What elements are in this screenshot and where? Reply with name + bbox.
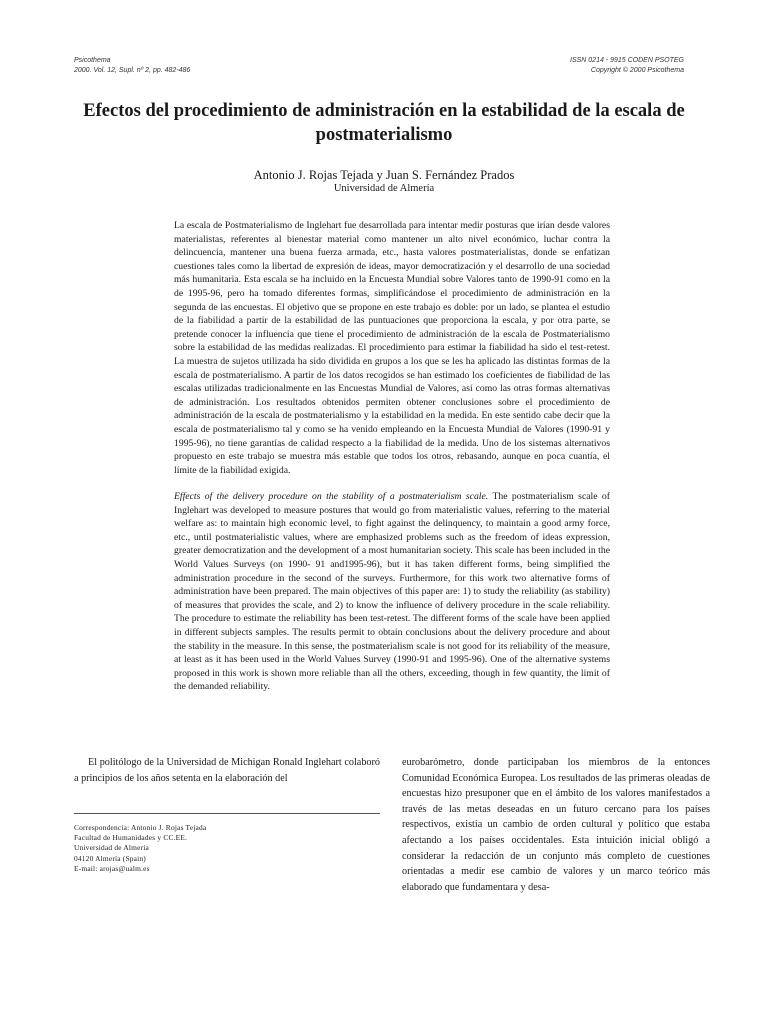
- correspondence-university: Universidad de Almería: [74, 843, 150, 853]
- copyright-line: Copyright © 2000 Psicothema: [590, 67, 684, 74]
- journal-header: [74, 56, 190, 76]
- journal-volume: 2000. Vol. 12, Supl. nº 2, pp. 482-486: [74, 67, 191, 74]
- correspondence-email: E-mail: arojas@ualm.es: [74, 863, 150, 873]
- body-column-left: El politólogo de la Universidad de Michigan Ronald Inglehart colaboró a principios de los años setenta en la elaboración del: [74, 757, 380, 784]
- journal-codes: [570, 56, 684, 76]
- correspondence-author: Correspondencia: Antonio J. Rojas Tejada: [74, 823, 207, 832]
- abstract-english-title: Effects of the delivery procedure on the stability of a postmaterialism scale.: [174, 491, 489, 502]
- correspondence-faculty: Facultad de Humanidades y CC.EE.: [74, 833, 188, 843]
- footnote-divider: [74, 813, 380, 814]
- abstract-spanish: La escala de Postmaterialismo de Inglehart fue desarrollada para intentar medir posturas que irían desde valores materialistas, referentes al bienestar material como mantener un alto nivel económico, luchar contra la delincuencia, mantener una buena fuerza armada, etc., hasta valores postmaterialistas, donde se enfatizan cuestiones tales como la libertad de expresión de ideas, mayor democratización y el desarrollo de una sociedad más humanitaria. Esta escala se ha incluido en la Encuesta Mundial sobre Valores tanto de 1990-91 como en la de 1995-96, pero ha tomado diferentes formas, simplificándose el procedimiento de administración en la segunda de las encuestas. El objetivo que se propone en este trabajo es doble: por un lado, se plantea el estudio de la fiabilidad a partir de la estabilidad de las puntuaciones que proporciona la escala, y por otra parte, se pretende conocer la influencia que tiene el procedimiento de administración de la escala de Postmaterialismo sobre la estabilidad de las medidas realizadas. El procedimiento para estimar la fiabilidad ha sido el test-retest. La muestra de sujetos utilizada ha sido dividida en grupos a los que se les ha aplicado las distintas formas de la escala de postmaterialismo. A partir de los datos recogidos se han estimado los coeficientes de fiabilidad de las escalas utilizadas tradicionalmente en las Encuestas Mundial de Valores, así como las otras formas alternativas de administración. Los resultados obtenidos permiten obtener conclusiones sobre el procedimiento de administración de la escala de postmaterialismo y la estabilidad en la medida. En este sentido cabe decir que la escala de postmaterialismo tal y como se ha venido empleando en la Encuesta Mundial de Valores (1990-91 y 1995-96), no tiene garantías de calidad respecto a la fiabilidad de la medida. Uno de los sistemas alternativos propuesto en este trabajo se muestra más estable que todos los otros, rebasando, aunque en poca cuantía, el límite de la fiabilidad exigida.: [174, 220, 610, 476]
- correspondence-note: [74, 823, 380, 874]
- author-list: Antonio J. Rojas Tejada y Juan S. Fernández Prados: [253, 168, 515, 182]
- abstract-english: [174, 490, 610, 694]
- abstract-english-body: The postmaterialism scale of Inglehart was developed to measure postures that would go from materialistic values, referring to the material welfare as: to maintain high economic level, to fight against the delinquency, to maintain a good army force, etc., until postmaterialistic values, where are emphasized problems such as the freedom of ideas expression, greater democratization and the development of a most humanitarian society. This scale has been included in the World Values Surveys (on 1990- 91 and1995-96), but it has taken different forms, being simplified the administration procedure in the second of the surveys. Furthermore, for this work two alternative forms of administration have been prepared. The main objectives of this paper are: 1) to study the reliability (as stability) of measures that provides the scale, and 2) to know the influence of delivery procedure in the scale reliability. The procedure to estimate the reliability has been test-retest. The different forms of the scale have been applied in different subjects samples. The results permit to obtain conclusions about the delivery procedure and about the stability in the measure. In this sense, the postmaterialism scale is not good for its reliability of the measure, at least as it has been used in the World Values Survey (1990-91 and 1995-96). One of the alternative systems proposed in this work is shown more reliable than all the others, exceeding, though in few quantity, the limit of the demanded reliability.: [174, 491, 611, 693]
- journal-name: Psicothema: [74, 57, 111, 64]
- correspondence-address: 04120 Almería (Spain): [74, 853, 146, 863]
- author-affiliation: Universidad de Almería: [333, 183, 435, 194]
- paper-title: Efectos del procedimiento de administración en la estabilidad de la escala de postmaterialismo: [83, 101, 685, 145]
- issn-line: ISSN 0214 - 9915 CODEN PSOTEG: [570, 57, 684, 64]
- body-column-right: eurobarómetro, donde participaban los miembros de la entonces Comunidad Económica Europea. Los resultados de las primeras oleadas de encuestas hizo presuponer que en el ámbito de los valores manifestados a través de las metas deseadas en un futuro cercano para los países respectivos, existía un cambio de orden cultural y político que estaba afectando a los países occidentales. Esta intuición inicial obligó a considerar la redacción de un conjunto más completo de cuestiones orientadas a medir ese cambio de valores y un marco teórico más elaborado que fundamentara y desa-: [402, 757, 710, 893]
